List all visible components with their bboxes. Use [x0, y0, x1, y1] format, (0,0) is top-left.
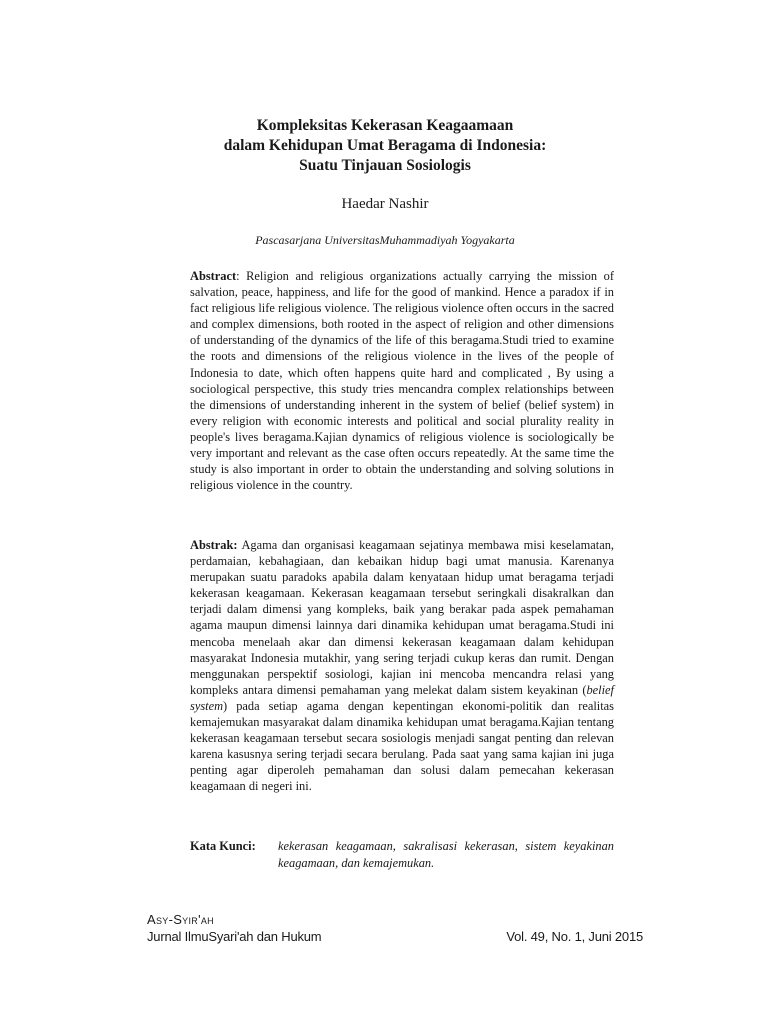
- title-line-1: Kompleksitas Kekerasan Keagaamaan: [256, 117, 514, 134]
- page-footer: [147, 912, 643, 946]
- keywords-text: kekerasan keagamaan, sakralisasi kekerasan, sistem keyakinan keagamaan, dan kemajemukan.: [278, 839, 614, 870]
- abstract-indonesian-text-after: ) pada setiap agama dengan kepentingan ekonomi-politik dan realitas kemajemukan masyarakat dalam dinamika kehidupan umat beragama.Kajian tentang kekerasan keagamaan tersebut secara sosiologis menjadi sangat penting dan relevan karena kasusnya sering terjadi secara berulang. Pada saat yang sama kajian ini juga penting agar diperoleh pemahaman dan solusi dalam pemecahan kekerasan keagamaan di negeri ini.: [190, 698, 614, 794]
- abstract-english-text: : Religion and religious organizations actually carrying the mission of salvation, peace, happiness, and life for the good of mankind. Hence a paradox if in fact religious life religious violence. The religious violence often occurs in the sacred and complex dimensions, both rooted in the aspect of religion and other dimensions of understanding of the dynamics of the life of this beragama.Studi tried to examine the roots and dimensions of the religious violence in the lives of the people of Indonesia to date, which often happens quite hard and complicated , By using a sociological perspective, this study tries mencandra complex relationships between the dimensions of understanding inherent in the system of belief (belief system) in every religion with economic interests and political and social plurality reality in people's lives beragama.Kajian dynamics of religious violence is sociologically be very important and relevant as the case often occurs repeatedly. At the same time the study is also important in order to obtain the understanding and solving solutions in religious violence in the country.: [190, 269, 614, 493]
- keywords-label: [190, 838, 278, 872]
- footer-journal-name: Asy-Syir'ah: [147, 912, 214, 927]
- footer-volume: Vol. 49, No. 1, Juni 2015: [506, 929, 643, 944]
- author-affiliation: Pascasarjana UniversitasMuhammadiyah Yogyakarta: [255, 233, 515, 247]
- footer-row: [147, 928, 643, 946]
- abstract-indonesian-text-before: Agama dan organisasi keagamaan sejatinya membawa misi keselamatan, perdamaian, kebahagiaan, dan kebaikan hidup bagi umat manusia. Karenanya merupakan suatu paradoks apabila dalam kenyataan hidup umat beragama terjadi kekerasan keagamaan. Kekerasan keagamaan tersebut seringkali disakralkan dan terjadi dalam dimensi yang kompleks, baik yang berakar pada aspek pemahaman agama maupun dimensi lainnya dari dinamika kehidupan umat beragama.Studi ini mencoba menelaah akar dan dimensi kekerasan keagamaan dalam kehidupan masyarakat Indonesia mutakhir, yang sering terjadi cukup keras dan rumit. Dengan menggunakan perspektif sosiologi, kajian ini mencoba mencandra relasi yang kompleks antara dimensi pemahaman yang melekat dalam sistem keyakinan (: [190, 538, 614, 697]
- keywords: [190, 838, 614, 872]
- keywords-separator: :: [251, 839, 256, 853]
- footer-journal-subtitle: Jurnal IlmuSyari'ah dan Hukum: [147, 929, 322, 944]
- author-name: Haedar Nashir: [341, 196, 429, 212]
- keywords-label-text: Kata Kunci: [190, 839, 252, 853]
- article-title: [0, 116, 770, 176]
- title-line-2: dalam Kehidupan Umat Beragama di Indonesia:: [223, 137, 547, 154]
- abstract-english: [190, 268, 614, 493]
- abstract-indonesian-italic-term: belief system: [190, 682, 614, 713]
- abstract-indonesian: [190, 537, 614, 795]
- title-line-3: Suatu Tinjauan Sosiologis: [299, 157, 471, 174]
- abstract-english-label: Abstract: [190, 269, 237, 283]
- abstract-indonesian-label: Abstrak:: [190, 538, 238, 552]
